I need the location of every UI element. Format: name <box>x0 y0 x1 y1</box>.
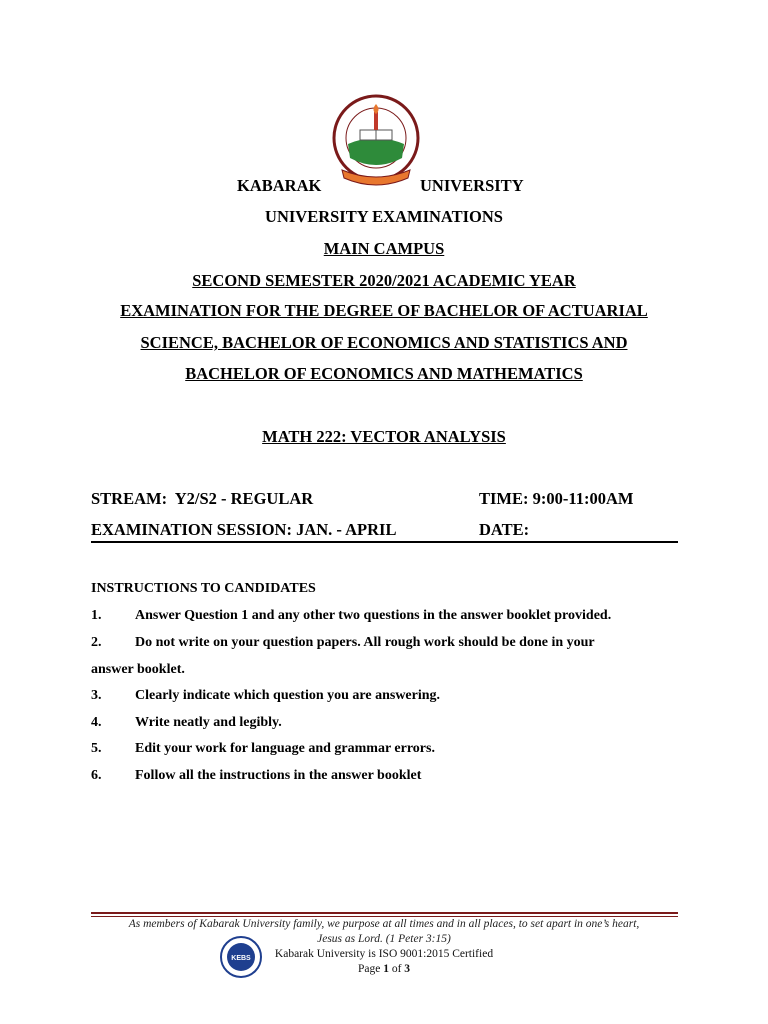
instruction-text: Follow all the instructions in the answer booklet <box>135 768 422 783</box>
footer-verse-line-1: As members of Kabarak University family, we purpose at all times and in all places, to set apart in one’s heart, <box>128 918 640 930</box>
course-title: MATH 222: VECTOR ANALYSIS <box>262 427 506 446</box>
time-label: TIME: 9:00-11:00AM <box>479 489 634 508</box>
kebs-label: KEBS <box>231 955 251 962</box>
semester-heading: SECOND SEMESTER 2020/2021 ACADEMIC YEAR <box>192 271 576 290</box>
instruction-text: Do not write on your question papers. All rough work should be done in your <box>135 635 595 650</box>
stream-label: STREAM: Y2/S2 - REGULAR <box>91 489 314 508</box>
footer-rule-thick <box>91 912 678 914</box>
kabarak-university-logo-icon <box>330 92 422 196</box>
instruction-item <box>0 768 768 788</box>
instruction-text: Answer Question 1 and any other two questions in the answer booklet provided. <box>135 608 612 623</box>
footer-iso: Kabarak University is ISO 9001:2015 Certified <box>274 948 494 960</box>
instruction-item <box>0 608 768 628</box>
instruction-number: 6. <box>91 768 102 783</box>
instruction-text: answer booklet. <box>91 662 185 677</box>
instruction-text: Write neatly and legibly. <box>135 715 282 730</box>
date-label: DATE: <box>479 520 530 539</box>
footer-rule-thin <box>91 916 678 917</box>
instruction-number: 2. <box>91 635 102 650</box>
instruction-number: 3. <box>91 688 102 703</box>
instruction-text: Clearly indicate which question you are answering. <box>135 688 441 703</box>
page-total: 3 <box>404 963 411 975</box>
footer-verse-line-2: Jesus as Lord. (1 Peter 3:15) <box>317 933 451 945</box>
degree-line-1: EXAMINATION FOR THE DEGREE OF BACHELOR OF ACTUARIAL <box>120 301 648 320</box>
campus-heading: MAIN CAMPUS <box>323 239 445 258</box>
page-prefix: Page <box>357 963 384 975</box>
university-name-left: KABARAK <box>237 176 322 195</box>
page-current: 1 <box>383 963 389 975</box>
exams-heading: UNIVERSITY EXAMINATIONS <box>265 207 503 226</box>
instruction-item-continued <box>91 662 185 678</box>
instruction-item <box>0 715 768 735</box>
instruction-item <box>0 635 768 655</box>
university-name-right: UNIVERSITY <box>420 176 524 195</box>
page-mid: of <box>388 963 405 975</box>
instruction-number: 5. <box>91 741 102 756</box>
instruction-number: 4. <box>91 715 102 730</box>
details-divider <box>91 541 678 543</box>
instruction-number: 1. <box>91 608 102 623</box>
footer-page-number <box>0 963 768 975</box>
degree-line-3: BACHELOR OF ECONOMICS AND MATHEMATICS <box>185 364 583 383</box>
instructions-title: INSTRUCTIONS TO CANDIDATES <box>91 581 316 596</box>
session-label: EXAMINATION SESSION: JAN. - APRIL <box>91 520 397 539</box>
instruction-item <box>0 688 768 708</box>
instruction-text: Edit your work for language and grammar errors. <box>135 741 435 756</box>
degree-line-2: SCIENCE, BACHELOR OF ECONOMICS AND STATISTICS AND <box>140 333 628 352</box>
instruction-item <box>0 741 768 761</box>
